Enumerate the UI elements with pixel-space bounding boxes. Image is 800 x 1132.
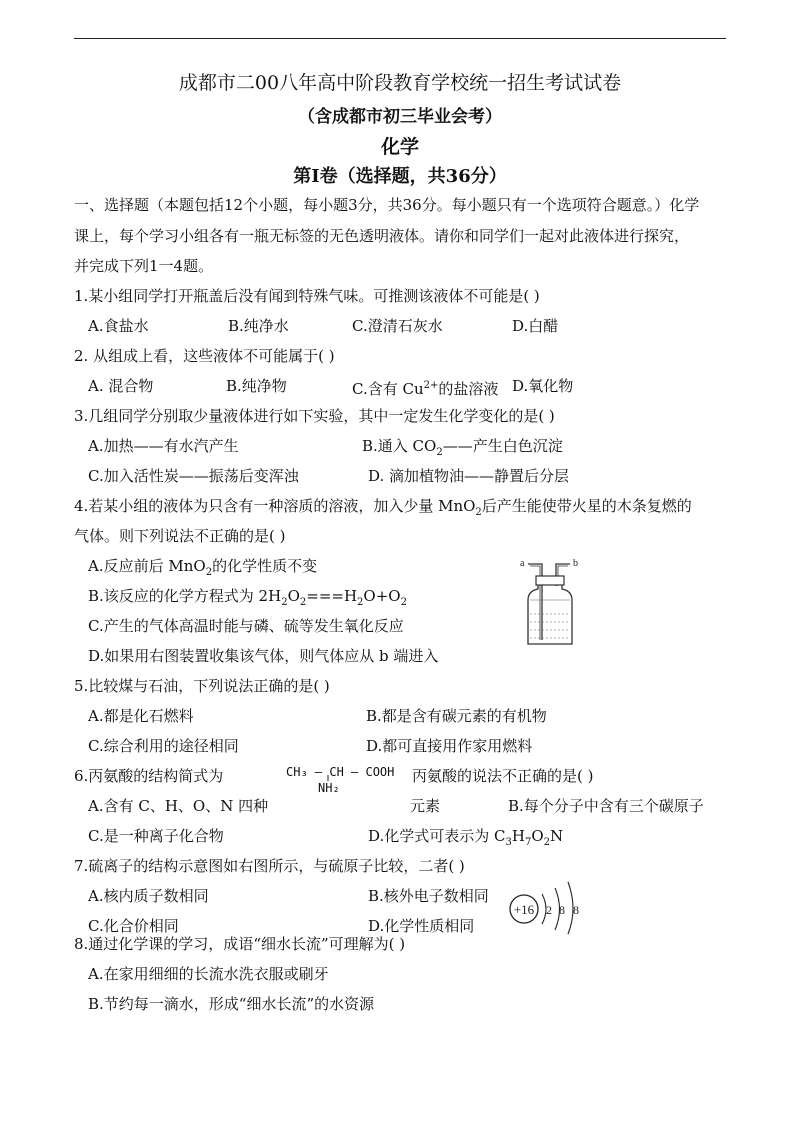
q4-stem-line-1: 4.若某小组的液体为只含有一种溶质的溶液，加入少量 MnO$_2$后产生能使带火星的木条复燃的 [74, 497, 692, 518]
q2-stem: 2. 从组成上看，这些液体不可能属于( ) [74, 347, 335, 365]
q2-option-c: C.含有 $Cu^{2+}$的盐溶液 [352, 380, 499, 398]
q5-option-d: D.都可直接用作家用燃料 [366, 737, 533, 755]
q2-option-a: A. 混合物 [88, 377, 154, 395]
q2-option-d: D.氧化物 [512, 377, 574, 395]
q8-option-b: B.节约每一滴水，形成“细水长流”的水资源 [88, 995, 375, 1013]
q7-option-c: C.化合价相同 [88, 917, 179, 935]
subject-heading: 化学 [380, 136, 419, 158]
q6-option-a-tail: 元素 [410, 797, 441, 815]
alanine-formula-top: CH₃ – CH – COOH [286, 765, 395, 779]
sulfide-ion-diagram [506, 876, 586, 934]
q6-stem-pre: 6.丙氨酸的结构简式为 [74, 767, 224, 785]
bottle-label-a: a [520, 558, 525, 569]
q6-option-d: D.化学式可表示为 $C_3H_7O_2N$ [368, 827, 564, 848]
q3-option-b: B.通入 $CO_2——$产生白色沉淀 [362, 437, 563, 458]
top-rule [74, 38, 726, 39]
q6-option-a: A.含有 C、H、O、N 四种 [88, 797, 269, 815]
nucleus-charge: +16 [513, 902, 535, 917]
q4-option-a: A.反应前后 MnO$_2$的化学性质不变 [88, 557, 318, 578]
bottle-label-b: b [573, 558, 578, 569]
q4-stem-line-2: 气体。则下列说法不正确的是( ) [74, 527, 286, 545]
shell-count-2: 8 [559, 903, 565, 917]
q5-option-a: A.都是化石燃料 [88, 707, 194, 725]
q7-option-d: D.化学性质相同 [368, 917, 475, 935]
q5-stem: 5.比较煤与石油，下列说法正确的是( ) [74, 677, 330, 695]
q7-option-a: A.核内质子数相同 [88, 887, 209, 905]
intro-line-2: 课上，每个学习小组各有一瓶无标签的无色透明液体。请你和同学们一起对此液体进行探究， [74, 227, 690, 245]
q3-stem: 3.几组同学分别取少量液体进行如下实验，其中一定发生化学变化的是( ) [74, 407, 555, 425]
shell-count-3: 8 [573, 903, 579, 917]
alanine-bond [326, 775, 330, 781]
q6-stem-post: 丙氨酸的说法不正确的是( ) [412, 767, 594, 785]
bottle-body [528, 585, 572, 644]
exam-title: 成都市二00八年高中阶段教育学校统一招生考试试卷 [178, 72, 622, 94]
q8-option-a: A.在家用细细的长流水洗衣服或刷牙 [88, 965, 329, 983]
q1-option-d: D.白醋 [512, 317, 559, 335]
q4-option-b: B.该反应的化学方程式为 $2H_2O_2===H_2O+O_2$ [88, 587, 407, 608]
q2-option-b: B.纯净物 [226, 377, 287, 395]
q7-option-b: B.核外电子数相同 [368, 887, 489, 905]
part-heading: 第Ⅰ卷（选择题，共36分） [293, 166, 507, 187]
q6-option-b: B.每个分子中含有三个碳原子 [508, 797, 704, 815]
q3-option-d: D. 滴加植物油——静置后分层 [368, 467, 570, 485]
q7-stem: 7.硫离子的结构示意图如右图所示，与硫原子比较，二者( ) [74, 857, 465, 875]
q1-option-a: A.食盐水 [88, 317, 149, 335]
q4-option-d: D.如果用右图装置收集该气体，则气体应从 b 端进入 [88, 647, 439, 665]
q1-option-c: C.澄清石灰水 [352, 317, 443, 335]
exam-subtitle: （含成都市初三毕业会考） [298, 107, 502, 127]
bottle-stopper [536, 576, 564, 585]
alanine-formula-bottom: NH₂ [318, 781, 340, 795]
q3-option-a: A.加热——有水汽产生 [88, 437, 239, 455]
q6-option-c: C.是一种离子化合物 [88, 827, 224, 845]
intro-line-1: 一、选择题（本题包括12个小题，每小题3分，共36分。每小题只有一个选项符合题意。）化学 [74, 196, 700, 214]
intro-line-3: 并完成下列1一4题。 [74, 257, 214, 275]
gas-bottle-figure [518, 556, 588, 648]
q1-option-b: B.纯净水 [228, 317, 289, 335]
q5-option-c: C.综合利用的途径相同 [88, 737, 239, 755]
q8-stem: 8.通过化学课的学习，成语“细水长流”可理解为( ) [74, 935, 406, 953]
q1-stem: 1.某小组同学打开瓶盖后没有闻到特殊气味。可推测该液体不可能是( ) [74, 287, 540, 305]
q4-option-c: C.产生的气体高温时能与磷、硫等发生氧化反应 [88, 617, 404, 635]
q5-option-b: B.都是含有碳元素的有机物 [366, 707, 547, 725]
q3-option-c: C.加入活性炭——振荡后变浑浊 [88, 467, 299, 485]
shell-count-1: 2 [546, 903, 552, 917]
